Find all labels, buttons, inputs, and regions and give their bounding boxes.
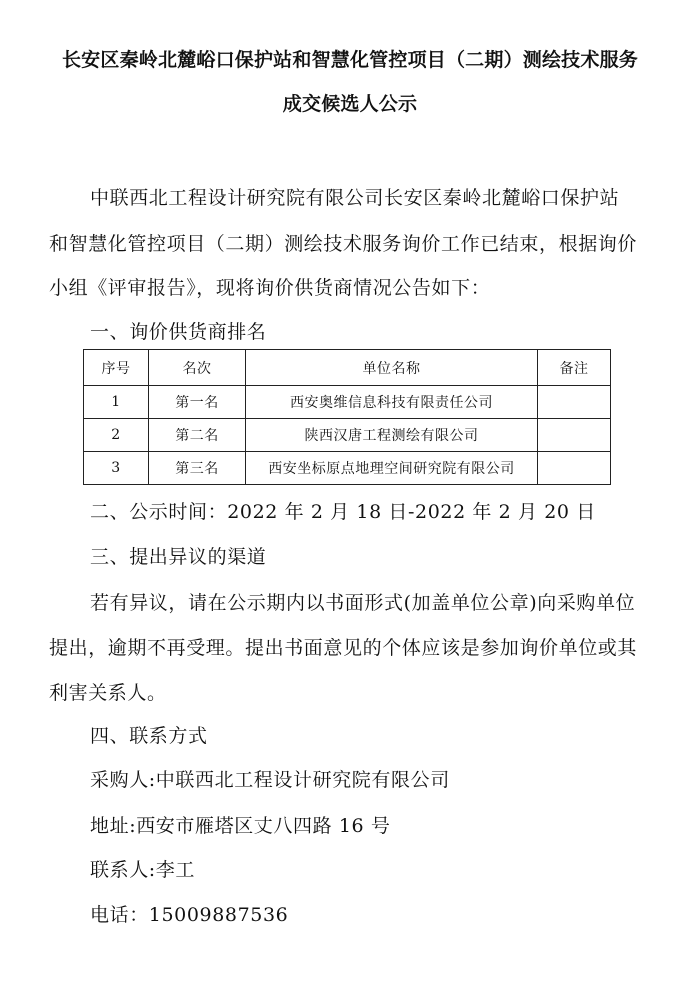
cell-rank: 第三名 (149, 452, 246, 485)
intro-line-2: 和智慧化管控项目（二期）测绘技术服务询价工作已结束，根据询价 (49, 233, 638, 255)
cell-remark (538, 386, 611, 419)
objection-line-1: 若有异议，请在公示期内以书面形式(加盖单位公章)向采购单位 (90, 592, 636, 614)
header-unit-name: 单位名称 (246, 350, 538, 386)
cell-unit-name: 西安坐标原点地理空间研究院有限公司 (246, 452, 538, 485)
cell-serial: 1 (84, 386, 149, 419)
table-header-row (84, 350, 611, 386)
address-line: 地址:西安市雁塔区丈八四路 16 号 (90, 815, 391, 837)
header-rank: 名次 (149, 350, 246, 386)
objection-line-2: 提出，逾期不再受理。提出书面意见的个体应该是参加询价单位或其 (49, 637, 638, 659)
section-1-heading: 一、询价供货商排名 (90, 321, 267, 343)
contact-line: 联系人:李工 (90, 859, 196, 881)
section-4-heading: 四、联系方式 (90, 725, 208, 747)
cell-remark (538, 452, 611, 485)
objection-line-3: 利害关系人。 (49, 682, 167, 704)
cell-rank: 第二名 (149, 419, 246, 452)
section-2-heading: 二、公示时间：2022 年 2 月 18 日-2022 年 2 月 20 日 (90, 501, 596, 523)
header-serial: 序号 (84, 350, 149, 386)
cell-rank: 第一名 (149, 386, 246, 419)
intro-line-1: 中联西北工程设计研究院有限公司长安区秦岭北麓峪口保护站 (90, 187, 620, 209)
table-row (84, 452, 611, 485)
table-row (84, 386, 611, 419)
cell-unit-name: 陕西汉唐工程测绘有限公司 (246, 419, 538, 452)
header-remark: 备注 (538, 350, 611, 386)
intro-line-3: 小组《评审报告》，现将询价供货商情况公告如下： (49, 277, 491, 299)
supplier-ranking-table (83, 349, 611, 485)
title-line-2: 成交候选人公示 (282, 93, 418, 115)
cell-remark (538, 419, 611, 452)
cell-serial: 2 (84, 419, 149, 452)
cell-unit-name: 西安奥维信息科技有限责任公司 (246, 386, 538, 419)
cell-serial: 3 (84, 452, 149, 485)
buyer-line: 采购人:中联西北工程设计研究院有限公司 (90, 769, 450, 791)
table-row (84, 419, 611, 452)
section-3-heading: 三、提出异议的渠道 (90, 546, 267, 568)
title-line-1: 长安区秦岭北麓峪口保护站和智慧化管控项目（二期）测绘技术服务 (61, 49, 638, 71)
phone-line: 电话：15009887536 (90, 904, 289, 926)
